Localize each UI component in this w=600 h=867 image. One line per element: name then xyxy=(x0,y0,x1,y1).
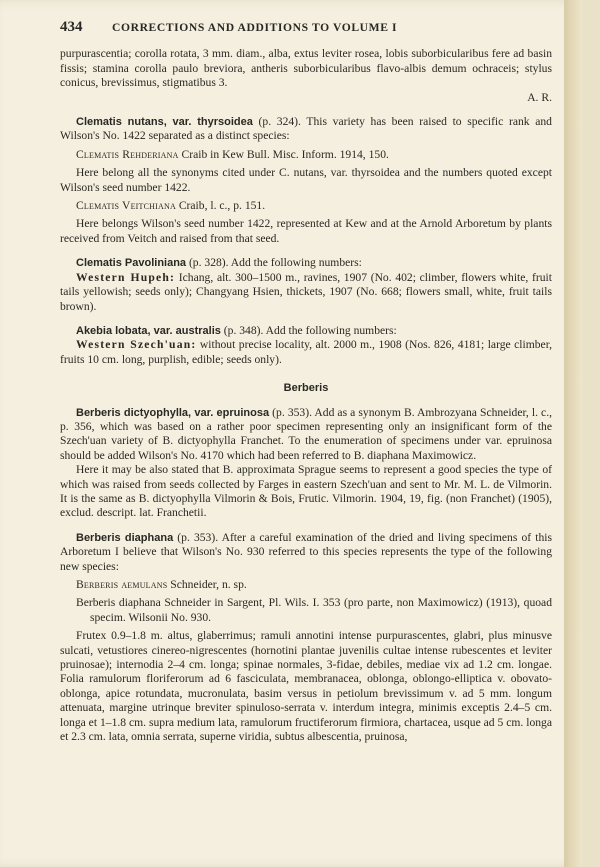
page-edge xyxy=(564,0,582,867)
taxon-name: Clematis Rehderiana xyxy=(76,147,179,161)
taxon-name: Akebia lobata, var. australis xyxy=(76,324,221,337)
entry-text: (p. 348). Add the following numbers: xyxy=(220,323,397,337)
note-rehderiana: Here belong all the synonyms cited under C. nutans, var. thyrsoidea and the numbers quoted except Wilson's seed number 1422. xyxy=(60,166,552,194)
page-number: 434 xyxy=(60,19,83,35)
running-head: CORRECTIONS AND ADDITIONS TO VOLUME I xyxy=(112,21,398,34)
entry-clematis-nutans xyxy=(60,115,552,144)
entry-akebia-lobata xyxy=(60,324,552,338)
note-veitchiana: Here belongs Wilson's seed number 1422, represented at Kew and at the Arnold Arboretum by plants received from Veitch and raised from that seed. xyxy=(60,217,552,245)
note-dictyophylla: Here it may be also stated that B. approximata Sprague seems to represent a good species the type of which was raised from seeds collected by Farges in eastern Szech'uan and sent to Mr. M. L. de Vilmorin. It is the same as B. dictyophylla Vilmorin & Bois, Frutic. Vilmorin. 1904, 19, fig. (non Franchet) (1905), exclud. descript. lat. Franchetii. xyxy=(60,463,552,520)
author-initials: A. R. xyxy=(527,90,552,104)
section-heading-berberis: Berberis xyxy=(283,382,329,395)
locality-akebia xyxy=(60,338,552,367)
page-header xyxy=(60,20,552,35)
locality-text: Ichang, alt. 300–1500 m., ravines, 1907 (No. 402; climber, flowers white, fruit tails yellowish; seeds only); Changyang Hsien, thickets, 1907 (No. 668; flowers small, white, fruit tails brown). xyxy=(60,270,552,313)
entry-clematis-veitchiana xyxy=(60,199,552,213)
entry-berberis-dictyophylla xyxy=(60,406,552,464)
locality-pavoliniana xyxy=(60,271,552,314)
locality-text: without precise locality, alt. 2000 m., 1908 (Nos. 826, 4181; large climber, fruits 10 cm. long, purplish, edible; seeds only). xyxy=(60,338,552,366)
taxon-name: Clematis nutans, xyxy=(76,116,167,129)
taxon-name: Berberis aemulans xyxy=(76,578,168,591)
entry-text: (p. 328). Add the following numbers: xyxy=(186,256,362,270)
entry-clematis-rehderiana xyxy=(60,148,552,162)
page-text xyxy=(60,20,552,744)
locality-region: Western Szech'uan: xyxy=(76,338,197,352)
entry-text: (p. 353). After a careful examination of the dried and living specimens of this Arboretum I believe that Wilson's No. 930 referred to this species represents the type of the following new species: xyxy=(60,530,552,573)
entry-berberis-aemulans xyxy=(60,578,552,592)
locality-region: Western Hupeh: xyxy=(76,270,176,284)
taxon-variety: var. thyrsoidea xyxy=(172,116,253,129)
paragraph-continued: purpurascentia; corolla rotata, 3 mm. diam., alba, extus leviter rosea, lobis suborbicularibus fere ad basin fissis; stamina corolla paulo breviora, antheris suborbicularibus flavo-albis demum ochraceis; stylus conicus, brevissimus, stigmatibus 3. xyxy=(60,47,552,90)
entry-berberis-diaphana xyxy=(60,531,552,574)
entry-text: Craib in Kew Bull. Misc. Inform. 1914, 150. xyxy=(178,147,389,161)
synonym-aemulans: Berberis diaphana Schneider in Sargent, Pl. Wils. I. 353 (pro parte, non Maximowicz) (1913), quoad specim. Wilsonii No. 930. xyxy=(76,596,552,624)
entry-text: Craib, l. c., p. 151. xyxy=(175,199,266,213)
entry-text: Schneider, n. sp. xyxy=(167,578,247,591)
taxon-name: Clematis Veitchiana xyxy=(76,199,176,213)
latin-description: Frutex 0.9–1.8 m. altus, glaberrimus; ramuli annotini intense purpurascentes, glabri, plus minusve sulcati, vetustiores cinereo-nigrescentes (hornotini plantae juvenilis cultae intense rubescentes et leviter pruinosae); internodia 2–4 cm. longa; spinae normales, 3-fidae, debiles, mediae vix ad 1.2 cm. longae. Folia ramulorum floriferorum ad 6 fasciculata, membranacea, oblonga, oblongo-elliptica v. obovato-oblonga, apice rotundata, mucronulata, basim versus in petiolum brevissimum v. ad 5 mm. longum attenuata, margine utrinque breviter spinuloso-serrata v. interdum integra, minimis exceptis 2.4–5 cm. longa et 1–1.8 cm. supra medium lata, ramulorum fructiferorum firmiora, chartacea, usque ad 5 cm. longa et 2.3 cm. lata, omnia serrata, superne viridia, subtus albescentia, pruinosa, xyxy=(60,629,552,744)
entry-clematis-pavoliniana xyxy=(60,256,552,270)
taxon-name: Berberis dictyophylla, var. epruinosa xyxy=(76,406,270,419)
entry-text: (p. 324). This variety has been raised to specific rank and Wilson's No. 1422 separated as a distinct species: xyxy=(60,115,552,143)
taxon-name: Clematis Pavoliniana xyxy=(76,257,187,270)
taxon-name: Berberis diaphana xyxy=(76,531,174,544)
entry-text: (p. 353). Add as a synonym B. Ambrozyana Schneider, l. c., p. 356, which was based on a rather poor specimen representing only an insignificant form of the Szech'uan variety of B. dictyophylla Franchet. To the enumeration of specimens under var. epruinosa should be added Wilson's No. 4170 which had been referred to B. diaphana Maximowicz. xyxy=(60,405,552,462)
